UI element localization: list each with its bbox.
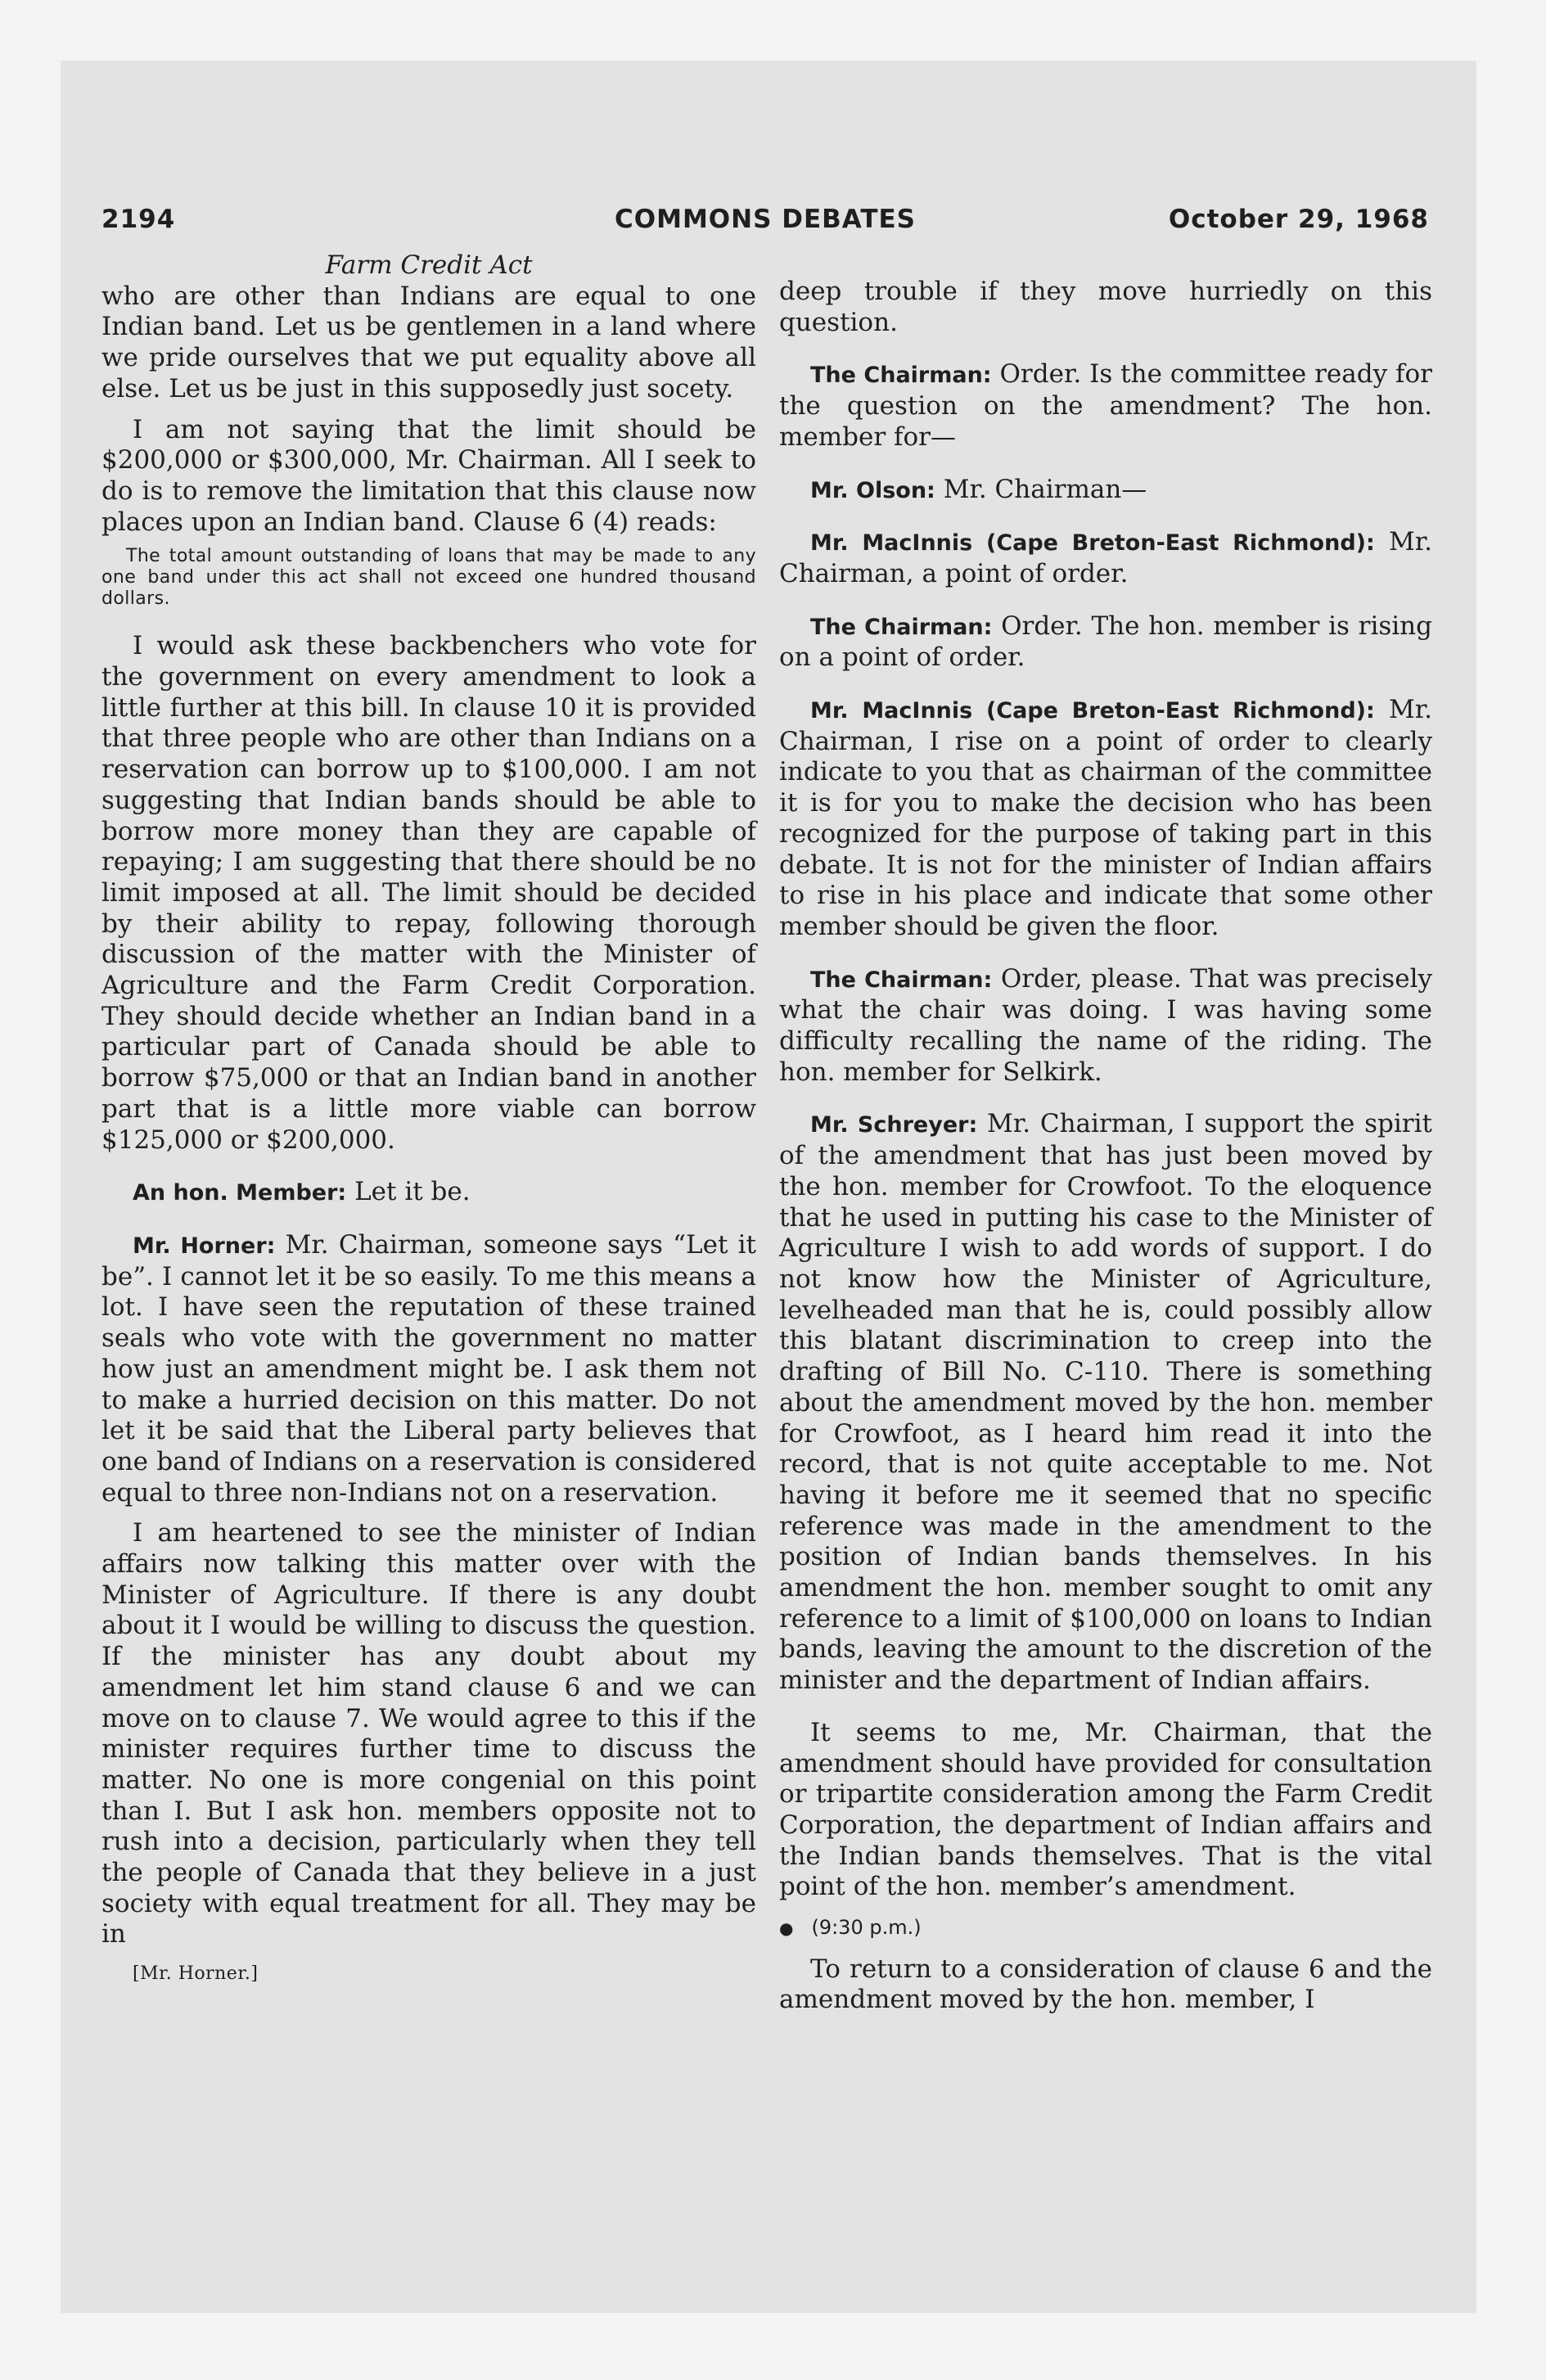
speaker-name: Mr. Horner: — [133, 1233, 276, 1259]
speaker-name: The Chairman: — [810, 614, 993, 640]
page-header — [101, 205, 1429, 244]
quoted-clause: The total amount outstanding of loans that may be made to any one band under this act shall not exceed one hundred thousand dollars. — [101, 546, 756, 610]
paragraph: I would ask these backbenchers who vote for the government on every amendment to look a little further at this bill. In clause 10 it is provided that three people who are other than Indians on a reservation can borrow up to $100,000. I am not suggesting that Indian bands should be able to borrow more money than they are capable of repaying; I am suggesting that there should be no limit imposed at all. The limit should be decided by their ability to repay, following thorough discussion of the matter with the Minister of Agriculture and the Farm Credit Corporation. They should decide whether an Indian band in a particular part of Canada should be able to borrow $75,000 or that an Indian band in another part that is a little more viable can borrow $125,000 or $200,000. — [101, 631, 756, 1155]
paragraph: I am not saying that the limit should be $200,000 or $300,000, Mr. Chairman. All I seek to do is to remove the limitation that this clause now places upon an Indian band. Clause 6 (4) reads: — [101, 414, 756, 537]
speaker-name: Mr. Olson: — [810, 477, 935, 503]
issue-date: October 29, 1968 — [1168, 205, 1429, 234]
speech — [779, 1109, 1432, 1696]
speaker-name: Mr. MacInnis (Cape Breton-East Richmond): — [810, 530, 1375, 557]
speech-text: Order. The hon. member is rising on a point of order. — [779, 611, 1432, 673]
paragraph: I am heartened to see the minister of Indian affairs now talking this matter over with the Minister of Agriculture. If there is any doubt about it I would be willing to discuss the question. If the minister has any doubt about my amendment let him stand clause 6 and we can move on to clause 7. We would agree to this if the minister requires further time to discuss the matter. No one is more congenial on this point than I. But I ask hon. members opposite not to rush into a decision, particularly when they tell the people of Canada that they believe in a just society with equal treatment for all. They may be in — [101, 1518, 756, 1950]
left-column — [101, 250, 756, 1990]
speech — [779, 359, 1432, 453]
speaker-name: An hon. Member: — [133, 1180, 347, 1206]
paragraph: deep trouble if they move hurriedly on this question. — [779, 277, 1432, 337]
speech-text: Order. Is the committee ready for the question on the amendment? The hon. member for— — [779, 359, 1432, 452]
speech-text: Mr. Chairman, someone says “Let it be”. I cannot let it be so easily. To me this means a lot. I have seen the reputation of these trained seals who vote with the government no matter how just an amendment might be. I ask them not to make a hurried decision on this matter. Do not let it be said that the Liberal party believes that one band of Indians on a reservation is considered equal to three non-Indians not on a reservation. — [101, 1229, 756, 1508]
right-column — [779, 277, 1432, 2016]
speaker-name: The Chairman: — [810, 967, 993, 993]
speech — [779, 695, 1432, 943]
speech — [779, 475, 1432, 507]
speech-text: Order, please. That was precisely what the chair was doing. I was having some difficulty recalling the name of the riding. The hon. member for Selkirk. — [779, 963, 1432, 1087]
speech-text: Mr. Chairman, I support the spirit of the amendment that has just been moved by the hon. member for Crowfoot. To the eloquence that he used in putting his case to the Minister of Agriculture I wish to add words of support. I do not know how the Minister of Agriculture, levelheaded man that he is, could possibly allow this blatant discrimination to creep into the drafting of Bill No. C-110. There is something about the amendment moved by the hon. member for Crowfoot, as I heard him read it into the record, that is not quite acceptable to me. Not having it before me it seemed that no specific reference was made in the amendment to the position of Indian bands themselves. In his amendment the hon. member sought to omit any reference to a limit of $100,000 on loans to Indian bands, leaving the amount to the discretion of the minister and the department of Indian affairs. — [779, 1109, 1432, 1696]
speech-text: Mr. Chairman, a point of order. — [779, 527, 1432, 588]
speech — [101, 1230, 756, 1508]
speaker-name: Mr. Schreyer: — [810, 1112, 978, 1138]
page-number: 2194 — [101, 205, 176, 234]
speech — [779, 527, 1432, 589]
speech — [779, 964, 1432, 1089]
paragraph: who are other than Indians are equal to one Indian band. Let us be gentlemen in a land where we pride ourselves that we put equality above all else. Let us be just in this supposedly just socety. — [101, 281, 756, 403]
paragraph: To return to a consideration of clause 6 and the amendment moved by the hon. member, I — [779, 1954, 1432, 2015]
running-title: Farm Credit Act — [325, 250, 533, 280]
speech-text: Mr. Chairman— — [935, 474, 1147, 504]
timestamp-line — [779, 1913, 1432, 1945]
speech — [101, 1177, 756, 1209]
paragraph: It seems to me, Mr. Chairman, that the amendment should have provided for consultation or tripartite consideration among the Farm Credit Corporation, the department of Indian affairs and the Indian bands themselves. That is the vital point of the hon. member’s amendment. — [779, 1717, 1432, 1902]
speech-text: Let it be. — [346, 1177, 471, 1207]
speaker-footnote: [Mr. Horner.] — [133, 1963, 259, 1985]
timestamp: (9:30 p.m.) — [811, 1916, 922, 1940]
bullet-icon: ● — [779, 1918, 794, 1939]
publication-title: COMMONS DEBATES — [615, 205, 916, 234]
speaker-name: The Chairman: — [810, 363, 992, 389]
speaker-name: Mr. MacInnis (Cape Breton-East Richmond): — [810, 698, 1375, 724]
speech-text: Mr. Chairman, I rise on a point of order to clearly indicate to you that as chairman of the committee it is for you to make the decision who has been recognized for the purpose of taking part in this debate. It is not for the minister of Indian affairs to rise in his place and indicate that some other member should be given the floor. — [779, 695, 1432, 941]
speech — [779, 611, 1432, 674]
